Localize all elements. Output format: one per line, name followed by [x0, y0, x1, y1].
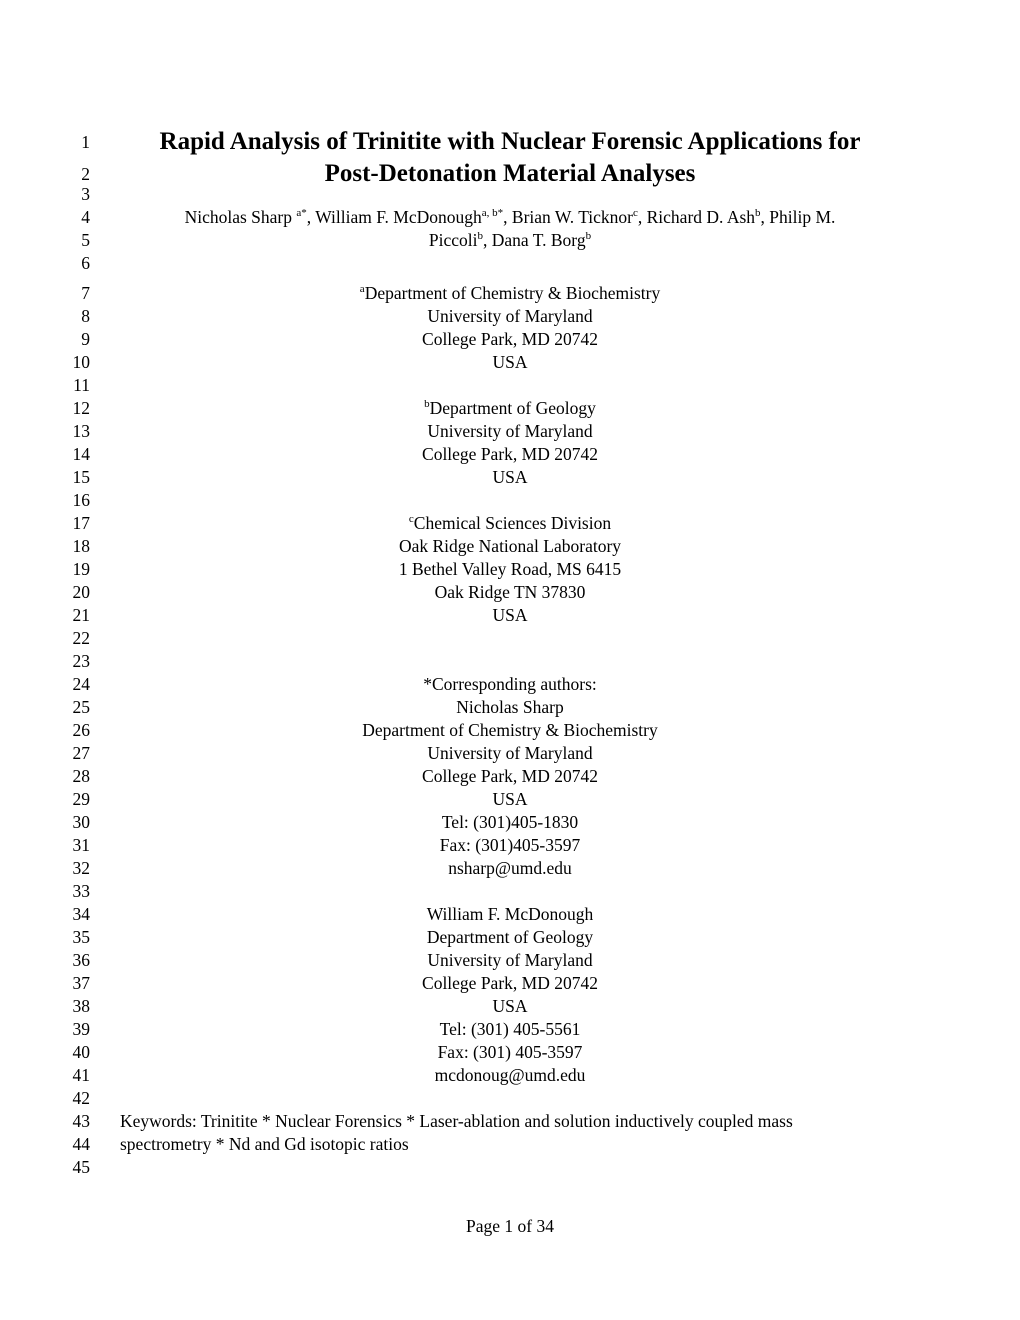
manuscript-line [0, 1156, 1020, 1179]
author-separator: , [306, 207, 316, 227]
manuscript-line [0, 696, 1020, 719]
author-name: Philip M. [769, 207, 836, 227]
line-number: 19 [72, 559, 90, 579]
line-number: 14 [72, 444, 90, 464]
author-name: Richard D. Ash [646, 207, 756, 227]
correspondence-heading: *Corresponding authors: [423, 674, 597, 694]
manuscript-line [0, 719, 1020, 742]
manuscript-line [0, 788, 1020, 811]
affiliation-line: Oak Ridge National Laboratory [398, 536, 622, 556]
manuscript-line [0, 1110, 1020, 1133]
affiliation-heading-text: Department of Geology [429, 398, 596, 418]
keywords-line: spectrometry * Nd and Gd isotopic ratios [120, 1134, 409, 1154]
line-number: 40 [72, 1042, 90, 1062]
paper-title: Rapid Analysis of Trinitite with Nuclear Forensic Applications for [159, 128, 861, 155]
affiliation-marker: c [632, 207, 638, 220]
manuscript-line [0, 1064, 1020, 1087]
manuscript-line [0, 183, 1020, 206]
line-number: 13 [72, 421, 90, 441]
line-number: 3 [81, 184, 90, 204]
contact-line: College Park, MD 20742 [422, 766, 598, 786]
manuscript-line [0, 466, 1020, 489]
affiliation-heading [100, 397, 920, 420]
line-number: 9 [81, 329, 90, 349]
manuscript-line [0, 926, 1020, 949]
affiliation-marker: b [755, 207, 761, 220]
author-name: Nicholas Sharp [184, 207, 297, 227]
contact-line: College Park, MD 20742 [422, 973, 598, 993]
line-number: 12 [72, 398, 90, 418]
line-number: 44 [72, 1134, 90, 1154]
manuscript-line [0, 252, 1020, 275]
line-number: 41 [72, 1065, 90, 1085]
manuscript-line [0, 558, 1020, 581]
manuscript-line [0, 857, 1020, 880]
manuscript-line [0, 443, 1020, 466]
manuscript-line [0, 673, 1020, 696]
manuscript-line [0, 535, 1020, 558]
contact-line: Fax: (301) 405-3597 [437, 1042, 583, 1062]
contact-line: University of Maryland [427, 950, 593, 970]
affiliation-line: College Park, MD 20742 [422, 444, 598, 464]
line-number: 7 [81, 283, 90, 303]
affiliation-line: University of Maryland [427, 421, 593, 441]
line-number: 15 [72, 467, 90, 487]
line-number: 39 [72, 1019, 90, 1039]
manuscript-line [0, 126, 1020, 158]
affiliation-line: University of Maryland [427, 306, 593, 326]
affiliation-line: USA [492, 352, 528, 372]
line-number: 2 [81, 164, 90, 184]
manuscript-line [0, 1133, 1020, 1156]
affiliation-line: College Park, MD 20742 [422, 329, 598, 349]
affiliation-heading [100, 512, 920, 535]
manuscript-line [0, 206, 1020, 229]
line-number: 17 [72, 513, 90, 533]
contact-line: mcdonoug@umd.edu [434, 1065, 586, 1085]
affiliation-marker: a, b* [481, 207, 504, 220]
line-number: 4 [81, 207, 90, 227]
author-separator: , [637, 207, 647, 227]
manuscript-line [0, 880, 1020, 903]
manuscript-line [0, 397, 1020, 420]
manuscript-line [0, 489, 1020, 512]
contact-line: Tel: (301) 405-5561 [439, 1019, 581, 1039]
page-footer: Page 1 of 34 [466, 1216, 554, 1236]
manuscript-line [0, 1018, 1020, 1041]
author-line [100, 229, 920, 252]
affiliation-heading [100, 282, 920, 305]
contact-line: Tel: (301)405-1830 [441, 812, 579, 832]
contact-line: Fax: (301)405-3597 [439, 835, 581, 855]
affiliation-line: Oak Ridge TN 37830 [434, 582, 586, 602]
keywords-line: Keywords: Trinitite * Nuclear Forensics * Laser-ablation and solution inductively coupled mass [120, 1111, 793, 1131]
line-number: 5 [81, 230, 90, 250]
affiliation-line: USA [492, 467, 528, 487]
manuscript-line [0, 765, 1020, 788]
affiliation-line: 1 Bethel Valley Road, MS 6415 [398, 559, 622, 579]
author-name: Brian W. Ticknor [511, 207, 633, 227]
manuscript-line [0, 811, 1020, 834]
manuscript-line [0, 305, 1020, 328]
paper-title: Post-Detonation Material Analyses [324, 160, 696, 187]
manuscript-line [0, 834, 1020, 857]
line-number: 21 [72, 605, 90, 625]
contact-line: University of Maryland [427, 743, 593, 763]
manuscript-line [0, 512, 1020, 535]
manuscript-line [0, 949, 1020, 972]
line-number: 11 [73, 375, 90, 395]
manuscript-line [0, 972, 1020, 995]
line-number: 27 [72, 743, 90, 763]
affiliation-line: USA [492, 605, 528, 625]
author-separator: , [503, 207, 512, 227]
line-number: 6 [81, 253, 90, 273]
line-number: 22 [72, 628, 90, 648]
manuscript-line [0, 328, 1020, 351]
contact-line: William F. McDonough [426, 904, 594, 924]
author-name: William F. McDonough [315, 207, 482, 227]
manuscript-line [0, 650, 1020, 673]
author-line [100, 206, 920, 229]
contact-line: Department of Chemistry & Biochemistry [362, 720, 658, 740]
contact-line: USA [492, 789, 528, 809]
manuscript-line [0, 282, 1020, 305]
line-number: 45 [72, 1157, 90, 1177]
line-number: 18 [72, 536, 90, 556]
affiliation-marker: a* [296, 207, 307, 220]
manuscript-line [0, 1087, 1020, 1110]
contact-line: USA [492, 996, 528, 1016]
line-number: 42 [72, 1088, 90, 1108]
affiliation-marker: c [408, 513, 414, 526]
manuscript-line [0, 581, 1020, 604]
manuscript-line [0, 903, 1020, 926]
manuscript-line [0, 742, 1020, 765]
line-number: 31 [72, 835, 90, 855]
line-number: 35 [72, 927, 90, 947]
manuscript-line [0, 995, 1020, 1018]
contact-line: nsharp@umd.edu [448, 858, 572, 878]
line-number: 34 [72, 904, 90, 924]
line-number: 23 [72, 651, 90, 671]
affiliation-heading-text: Department of Chemistry & Biochemistry [364, 283, 661, 303]
affiliation-marker: b [585, 230, 592, 243]
line-number: 28 [72, 766, 90, 786]
affiliation-marker: b [424, 398, 430, 411]
line-number: 32 [72, 858, 90, 878]
manuscript-line [0, 604, 1020, 627]
author-name: Piccoli [428, 230, 478, 250]
line-number: 33 [72, 881, 90, 901]
manuscript-line [0, 1041, 1020, 1064]
line-number: 30 [72, 812, 90, 832]
manuscript-line [0, 420, 1020, 443]
author-separator: , [483, 230, 492, 250]
line-number: 36 [72, 950, 90, 970]
line-number: 25 [72, 697, 90, 717]
contact-line: Department of Geology [426, 927, 594, 947]
line-number: 26 [72, 720, 90, 740]
line-number: 37 [72, 973, 90, 993]
line-number: 16 [72, 490, 90, 510]
manuscript-line [0, 627, 1020, 650]
affiliation-marker: a [359, 283, 365, 296]
author-separator: , [760, 207, 770, 227]
line-number: 20 [72, 582, 90, 602]
line-number: 29 [72, 789, 90, 809]
manuscript-line [0, 374, 1020, 397]
line-number: 24 [72, 674, 90, 694]
manuscript-line [0, 351, 1020, 374]
author-name: Dana T. Borg [491, 230, 586, 250]
line-number: 10 [72, 352, 90, 372]
manuscript-line [0, 229, 1020, 252]
contact-line: Nicholas Sharp [456, 697, 564, 717]
line-number: 38 [72, 996, 90, 1016]
line-number: 8 [81, 306, 90, 326]
affiliation-marker: b [477, 230, 484, 243]
line-number: 43 [72, 1111, 90, 1131]
affiliation-heading-text: Chemical Sciences Division [413, 513, 612, 533]
line-number: 1 [81, 132, 90, 152]
